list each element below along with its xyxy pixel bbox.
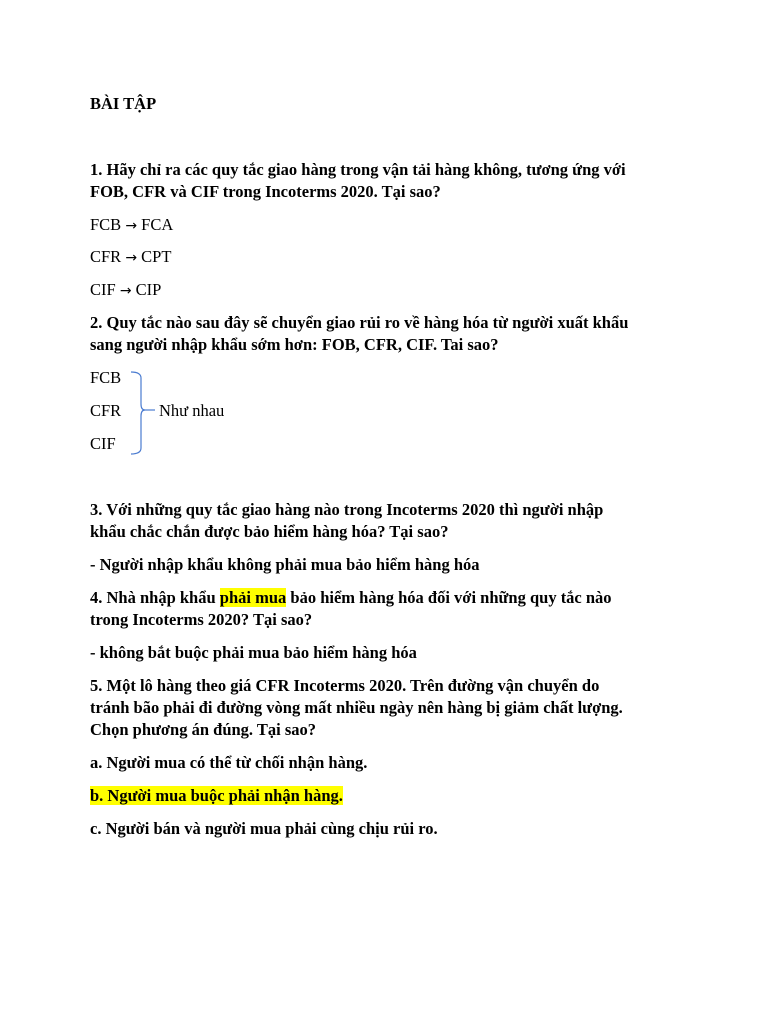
option-b-highlighted: b. Người mua buộc phải nhận hàng.: [90, 786, 343, 805]
question-4-text-end: bảo hiểm hàng hóa đối với những quy tắc nào: [286, 588, 612, 607]
answer-2-to: CPT: [141, 247, 172, 266]
answer-4-text: - không bắt buộc phải mua bảo hiểm hàng hóa: [90, 643, 417, 662]
term-item-2: CFR: [90, 401, 122, 420]
question-1-line-1: 1. Hãy chỉ ra các quy tắc giao hàng trong vận tải hàng không, tương ứng với: [90, 160, 626, 179]
term-item-3: CIF: [90, 434, 116, 453]
term-item-1: FCB: [90, 368, 122, 387]
question-2-line-1: 2. Quy tắc nào sau đây sẽ chuyển giao rủi ro về hàng hóa từ người xuất khẩu: [90, 313, 629, 332]
answer-3-text: - Người nhập khẩu không phải mua bảo hiểm hàng hóa: [90, 555, 480, 574]
option-b: [90, 785, 343, 807]
answer-1-row: [90, 214, 173, 237]
answer-1-from: FCB: [90, 215, 122, 234]
question-5-line-3: Chọn phương án đúng. Tại sao?: [90, 720, 317, 739]
page-title: BÀI TẬP: [90, 94, 157, 113]
question-4-line-2: trong Incoterms 2020? Tại sao?: [90, 610, 313, 629]
answer-3-to: CIP: [135, 280, 162, 299]
option-c: c. Người bán và người mua phải cùng chịu rủi ro.: [90, 819, 438, 838]
brace-label: Như nhau: [159, 401, 225, 420]
question-4-text-start: 4. Nhà nhập khẩu: [90, 588, 220, 607]
highlighted-text: phải mua: [219, 588, 287, 607]
answer-3-row: [90, 279, 161, 302]
question-1-line-2: FOB, CFR và CIF trong Incoterms 2020. Tại sao?: [90, 182, 441, 201]
question-5-line-1: 5. Một lô hàng theo giá CFR Incoterms 2020. Trên đường vận chuyển do: [90, 676, 600, 695]
arrow-right-icon: →: [119, 283, 132, 299]
answer-2-row: [90, 246, 171, 269]
question-4-line-1: [90, 587, 612, 609]
answer-3-from: CIF: [90, 280, 116, 299]
answer-1-to: FCA: [141, 215, 174, 234]
option-a: a. Người mua có thể từ chối nhận hàng.: [90, 753, 368, 772]
question-3-line-1: 3. Với những quy tắc giao hàng nào trong Incoterms 2020 thì người nhập: [90, 500, 604, 519]
arrow-right-icon: →: [125, 218, 138, 234]
question-3-line-2: khẩu chắc chắn được bảo hiểm hàng hóa? Tại sao?: [90, 522, 449, 541]
answer-2-from: CFR: [90, 247, 122, 266]
question-5-line-2: tránh bão phải đi đường vòng mất nhiều ngày nên hàng bị giảm chất lượng.: [90, 698, 623, 717]
arrow-right-icon: →: [125, 250, 138, 266]
question-2-line-2: sang người nhập khẩu sớm hơn: FOB, CFR, CIF. Tai sao?: [90, 335, 499, 354]
